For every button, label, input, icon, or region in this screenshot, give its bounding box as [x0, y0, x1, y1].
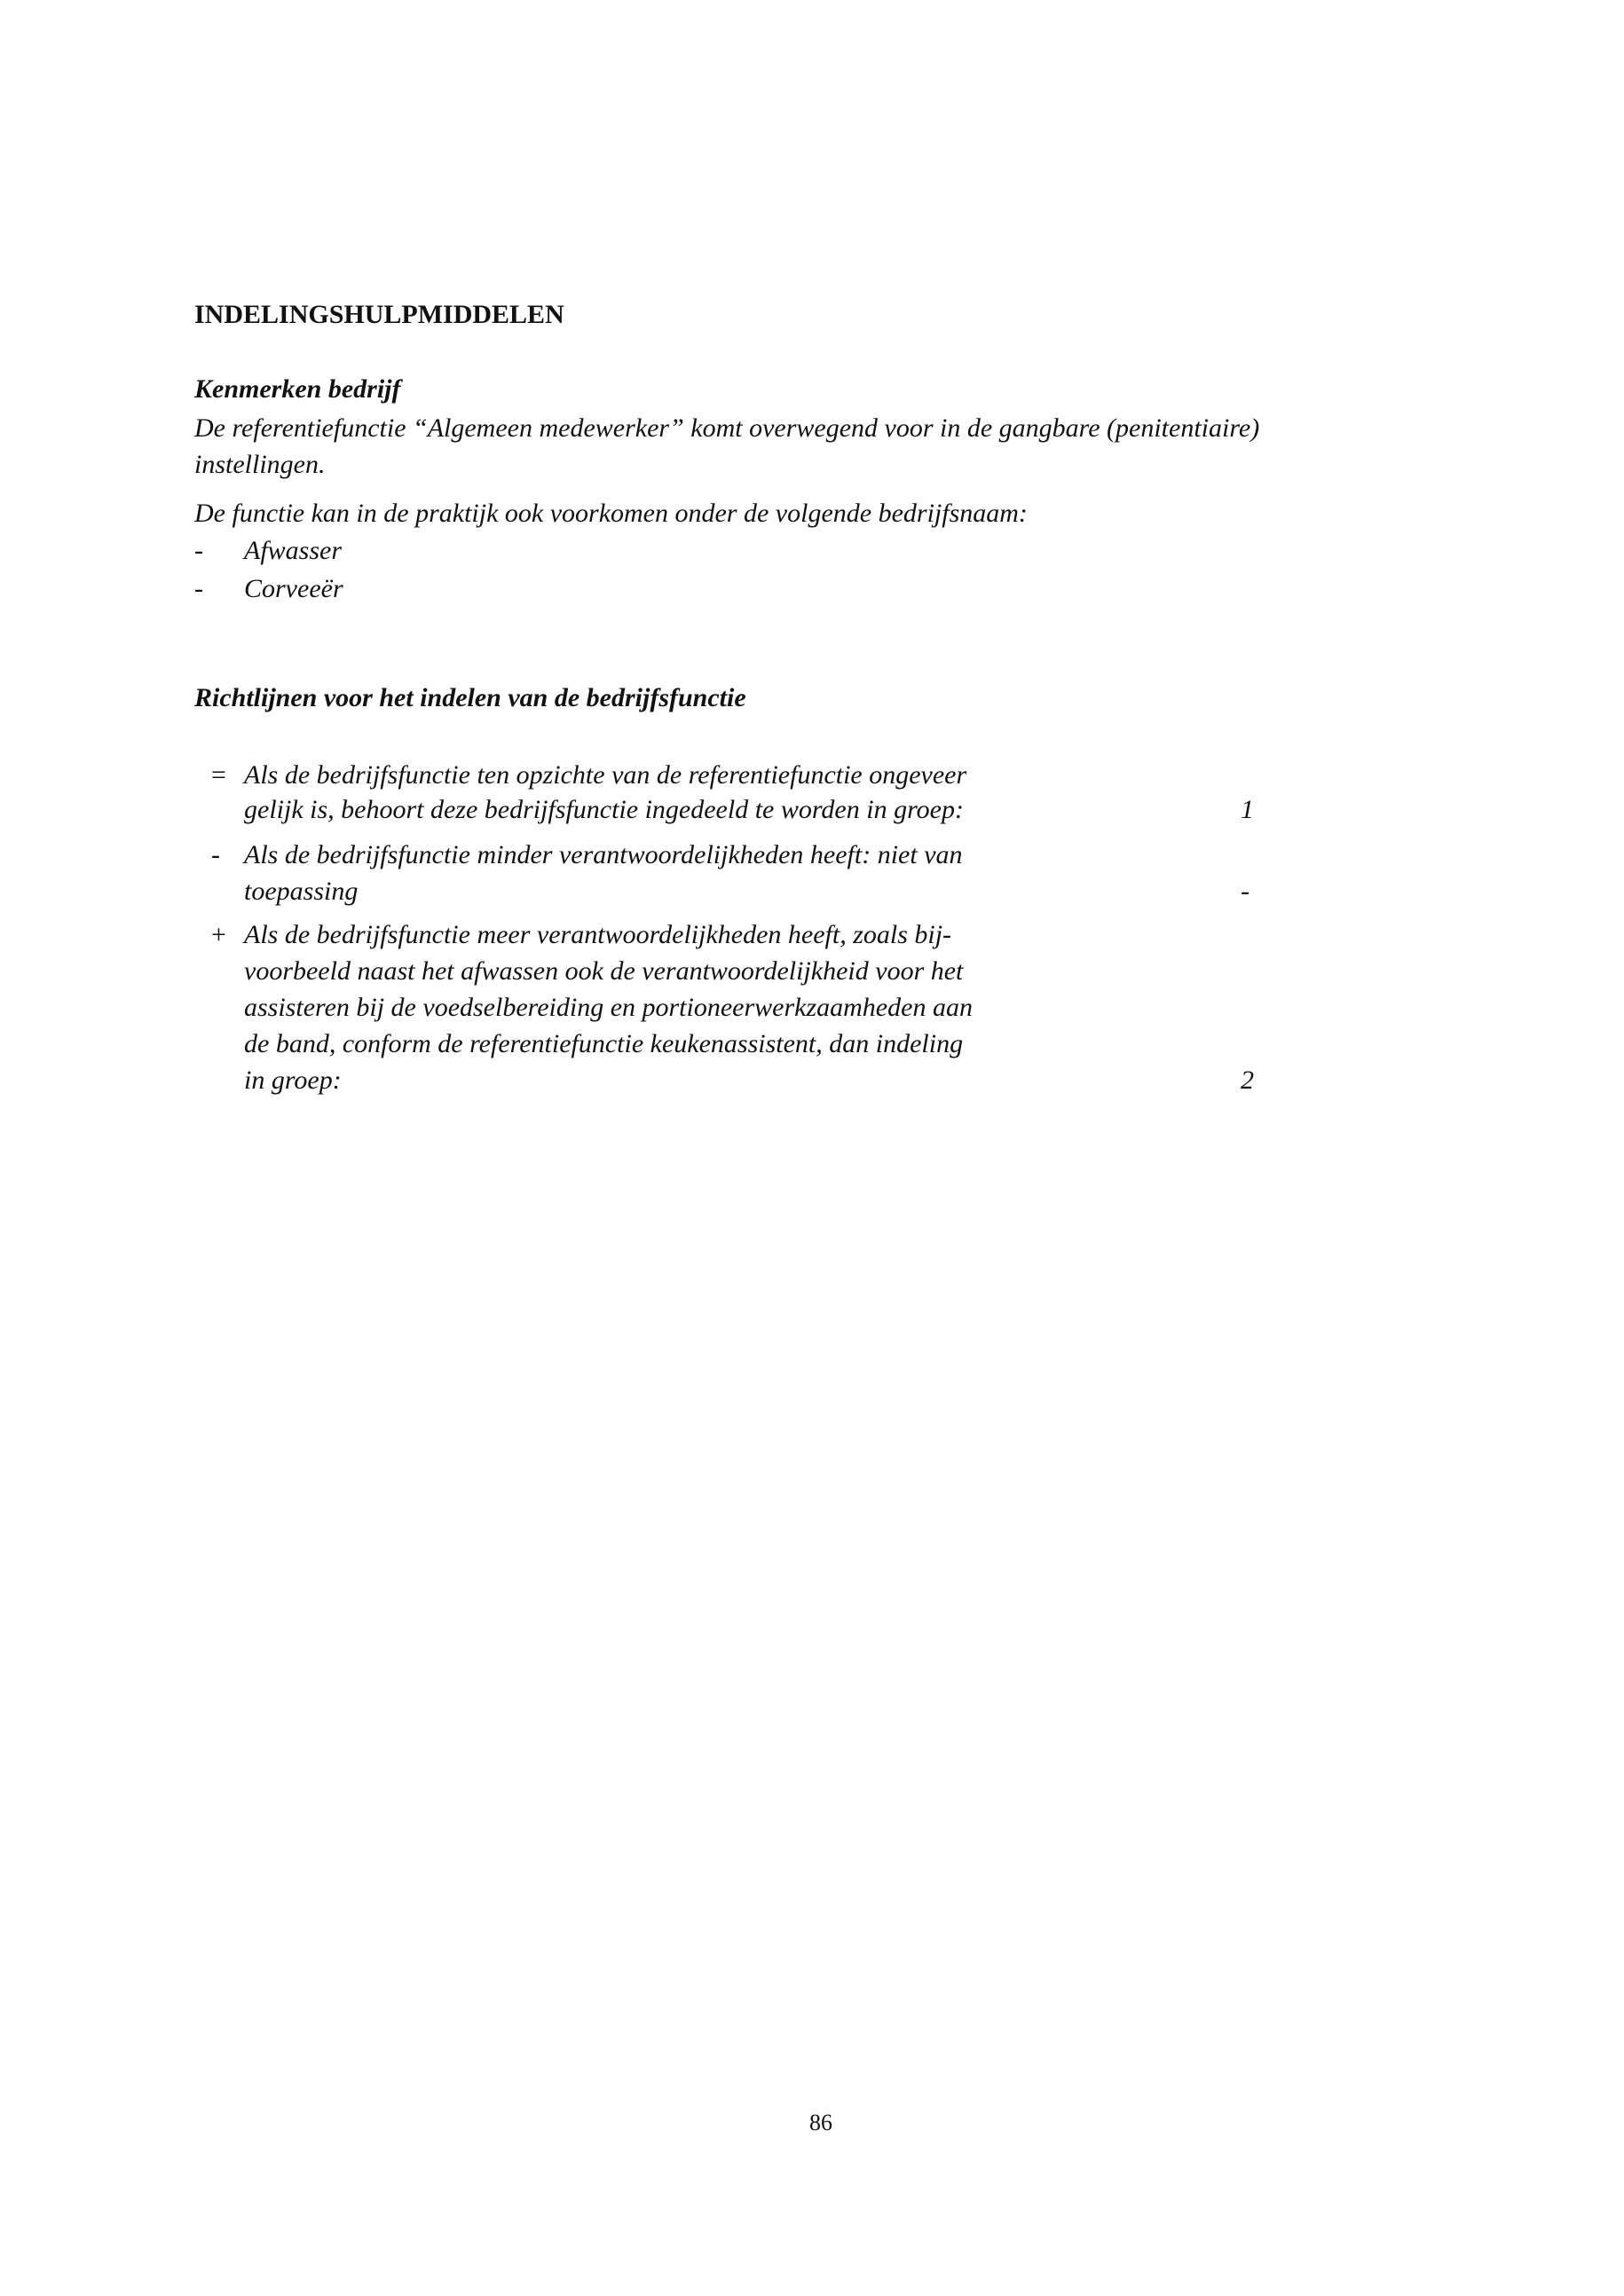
section-title-richtlijnen: Richtlijnen voor het indelen van de bedrijfsfunctie: [194, 683, 746, 712]
rule-marker: =: [211, 760, 226, 790]
rule-group: -: [1241, 877, 1250, 906]
rule-group: 1: [1241, 795, 1254, 824]
list-item: Afwasser: [244, 536, 343, 565]
list-marker: -: [194, 574, 203, 603]
list-marker: -: [194, 536, 203, 565]
rule-line: Als de bedrijfsfunctie ten opzichte van de referentiefunctie ongeveer: [244, 760, 967, 790]
names-intro: De functie kan in de praktijk ook voorkomen onder de volgende bedrijfsnaam:: [194, 499, 1028, 528]
rule-line: assisteren bij de voedselbereiding en portioneerwerkzaamheden aan: [244, 993, 973, 1022]
rule-line: gelijk is, behoort deze bedrijfsfunctie ingedeeld te worden in groep:: [244, 795, 964, 824]
rule-line: in groep:: [244, 1065, 342, 1095]
rule-line: Als de bedrijfsfunctie minder verantwoordelijkheden heeft: niet van: [244, 840, 963, 869]
list-item: Corveeër: [244, 574, 343, 603]
rule-line: voorbeeld naast het afwassen ook de verantwoordelijkheid voor het: [244, 956, 964, 986]
rule-marker: +: [211, 920, 226, 949]
rule-line: Als de bedrijfsfunctie meer verantwoordelijkheden heeft, zoals bij-: [244, 920, 952, 949]
paragraph-line: De referentiefunctie “Algemeen medewerker” komt overwegend voor in de gangbare (penitentiaire): [194, 413, 1260, 443]
page-number: 86: [809, 2110, 832, 2135]
rule-marker: -: [211, 840, 220, 869]
section-title-kenmerken: Kenmerken bedrijf: [194, 374, 401, 404]
page-heading: INDELINGSHULPMIDDELEN: [194, 300, 564, 329]
rule-group: 2: [1241, 1065, 1254, 1095]
rule-line: de band, conform de referentiefunctie keukenassistent, dan indeling: [244, 1029, 964, 1058]
rule-line: toepassing: [244, 877, 359, 906]
paragraph-line: instellingen.: [194, 450, 326, 479]
